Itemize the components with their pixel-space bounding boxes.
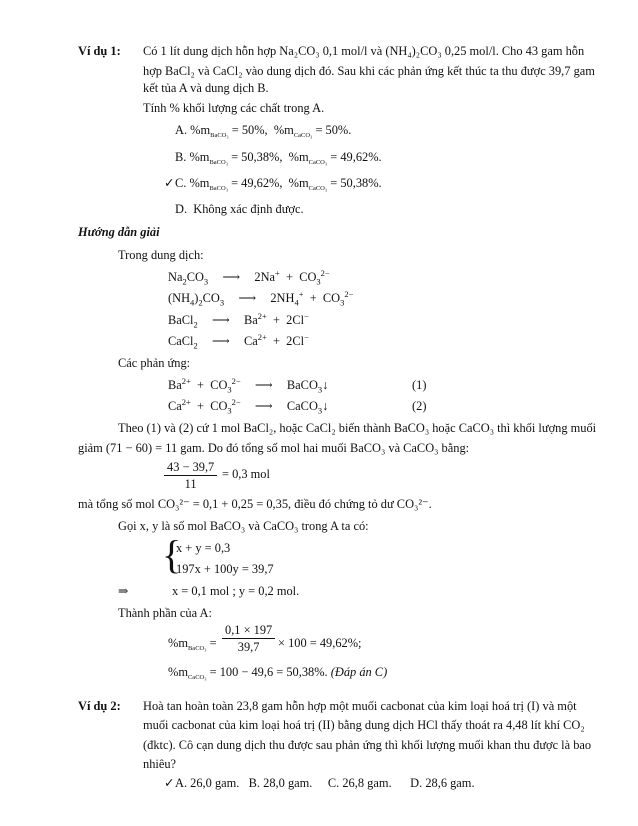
ex2-text-line4: nhiêu? — [143, 757, 177, 771]
option-value: = 50,38%, — [231, 150, 283, 164]
fraction-2-denominator: 39,7 — [237, 640, 260, 654]
fraction-2-numerator: 0,1 × 197 — [222, 622, 275, 639]
option-letter: B. — [248, 776, 261, 790]
system-eq2: 197x + 100y = 39,7 — [176, 562, 274, 576]
option-text: 26,8 gam. — [342, 776, 392, 790]
para1-line2: giảm (71 − 60) = 11 gam. Do đó tổng số mol hai muối BaCO₃ và CaCO₃ bằng: — [78, 441, 470, 455]
option-text: Không xác định được. — [193, 202, 304, 216]
check-icon: ✓ — [164, 776, 175, 790]
reaction-1: $Ba^{2+} + CO_3^{2-}$ ⟶ BaCO$_3$↓ — [168, 375, 329, 395]
option-letter: A. — [175, 123, 188, 137]
option-letter: D. — [175, 202, 188, 216]
option-letter: A. — [175, 776, 188, 790]
fraction-1-denominator: 11 — [184, 477, 197, 491]
ex1-question: Tính % khối lượng các chất trong A. — [143, 101, 325, 115]
reaction-2-number: (2) — [412, 399, 427, 413]
dissociation-na2co3: $Na_2CO_3$ ⟶ $2Na^+ + CO_3^{2-}$ — [168, 267, 330, 287]
ex1-text-line2: hợp BaCl₂ và CaCl₂ vào dung dịch đó. Sau khi các phản ứng kết thúc ta thu được 39,7 gam — [143, 64, 595, 78]
percent-baco3-label: $\%m_{BaCO_3}$ = — [168, 636, 217, 652]
ex1-text-line1: Có 1 lít dung dịch hỗn hợp Na₂CO₃ 0,1 mol/l và (NH₄)₂CO₃ 0,25 mol/l. Cho 43 gam hỗn — [143, 44, 585, 58]
system-eq1: x + y = 0,3 — [176, 541, 231, 555]
fraction-1-numerator: 43 − 39,7 — [164, 459, 217, 476]
percent-caco3-line: $\%m_{CaCO_3} = 100 - 49,6 = 50,38\%$. (Đáp án C) — [168, 665, 388, 681]
ex1-text-line3: kết tủa A và dung dịch B. — [143, 81, 269, 95]
fraction-2 — [222, 622, 275, 655]
ex1-label: Ví dụ 1: — [78, 44, 121, 58]
option-value: = 50%. — [315, 123, 352, 137]
option-letter: C. — [327, 776, 340, 790]
percent-caco3-value: = 100 − 49,6 = 50,38%. — [209, 665, 328, 679]
ex1-option-d — [164, 202, 304, 217]
reaction-1-number: (1) — [412, 378, 427, 392]
ex1-option-b: B. $\%m_{BaCO_3} = 50,38\%$, $\%m_{CaCO_3} = 49,62\%$. — [175, 150, 382, 166]
option-value: = 50%, — [231, 123, 268, 137]
implies-arrow: ⇒ — [118, 584, 129, 598]
option-value: = 50,38%. — [330, 176, 382, 190]
dissociation-cacl2: CaCl$_2$ ⟶ $Ca^{2+} + 2Cl^-$ — [168, 331, 309, 351]
ex2-text-line1: Hoà tan hoàn toàn 23,8 gam hỗn hợp một muối cacbonat của kim loại hoá trị (I) và một — [143, 699, 577, 713]
option-letter: C. — [175, 176, 187, 190]
guide-heading: Hướng dẫn giải — [78, 225, 160, 239]
option-text: 26,0 gam. — [190, 776, 240, 790]
check-icon: ✓ — [164, 176, 175, 190]
let-xy: Gọi x, y là số mol BaCO₃ và CaCO₃ trong A ta có: — [118, 519, 369, 533]
ex2-text-line3: (đktc). Cô cạn dung dịch thu được sau phản ứng thì khối lượng muối khan thu được là bao — [143, 738, 592, 752]
para1-line1: Theo (1) và (2) cứ 1 mol BaCl₂, hoặc CaCl₂ biến thành BaCO₃ hoặc CaCO₃ thì khối lượng muối — [118, 421, 597, 435]
guide-in-solution: Trong dung dịch: — [118, 248, 204, 262]
reactions-label: Các phản ứng: — [118, 356, 191, 370]
line-excess: mà tổng số mol CO₃²⁻ = 0,1 + 0,25 = 0,35, điều đó chứng tỏ dư CO₃²⁻. — [78, 497, 432, 511]
option-letter: B. — [175, 150, 187, 164]
option-text: 28,6 gam. — [425, 776, 475, 790]
answer-note: (Đáp án C) — [330, 665, 388, 679]
option-value: = 49,62%. — [330, 150, 382, 164]
ex2-text-line2: muối cacbonat của kim loại hoá trị (II) bằng dung dịch HCl thấy thoát ra 4,48 lít khí CO₂ — [143, 718, 585, 732]
dissociation-bacl2: BaCl$_2$ ⟶ $Ba^{2+} + 2Cl^-$ — [168, 310, 309, 330]
ex2-options — [164, 776, 475, 791]
solution-line: x = 0,1 mol ; y = 0,2 mol. — [172, 584, 300, 598]
composition-label: Thành phần của A: — [118, 606, 212, 620]
option-value: = 49,62%, — [231, 176, 283, 190]
ex2-label: Ví dụ 2: — [78, 699, 121, 713]
system-brace: { — [162, 532, 182, 577]
option-text: 28,0 gam. — [263, 776, 313, 790]
fraction-2-tail: × 100 = 49,62%; — [278, 636, 362, 650]
option-letter: D. — [410, 776, 423, 790]
reaction-2: $Ca^{2+} + CO_3^{2-}$ ⟶ CaCO$_3$↓ — [168, 396, 329, 416]
fraction-1-result: = 0,3 mol — [222, 467, 270, 481]
ex1-option-c: ✓C. $\%m_{BaCO_3} = 49,62\%$, $\%m_{CaCO_3} = 50,38\%$. — [164, 176, 382, 192]
dissociation-nh4co3: $(NH_4)_2CO_3$ ⟶ $2NH_4^+ + CO_3^{2-}$ — [168, 288, 354, 308]
fraction-1 — [164, 459, 217, 492]
ex1-option-a: A. $\%m_{BaCO_3} = 50\%$, $\%m_{CaCO_3} = 50\%$. — [175, 123, 352, 139]
